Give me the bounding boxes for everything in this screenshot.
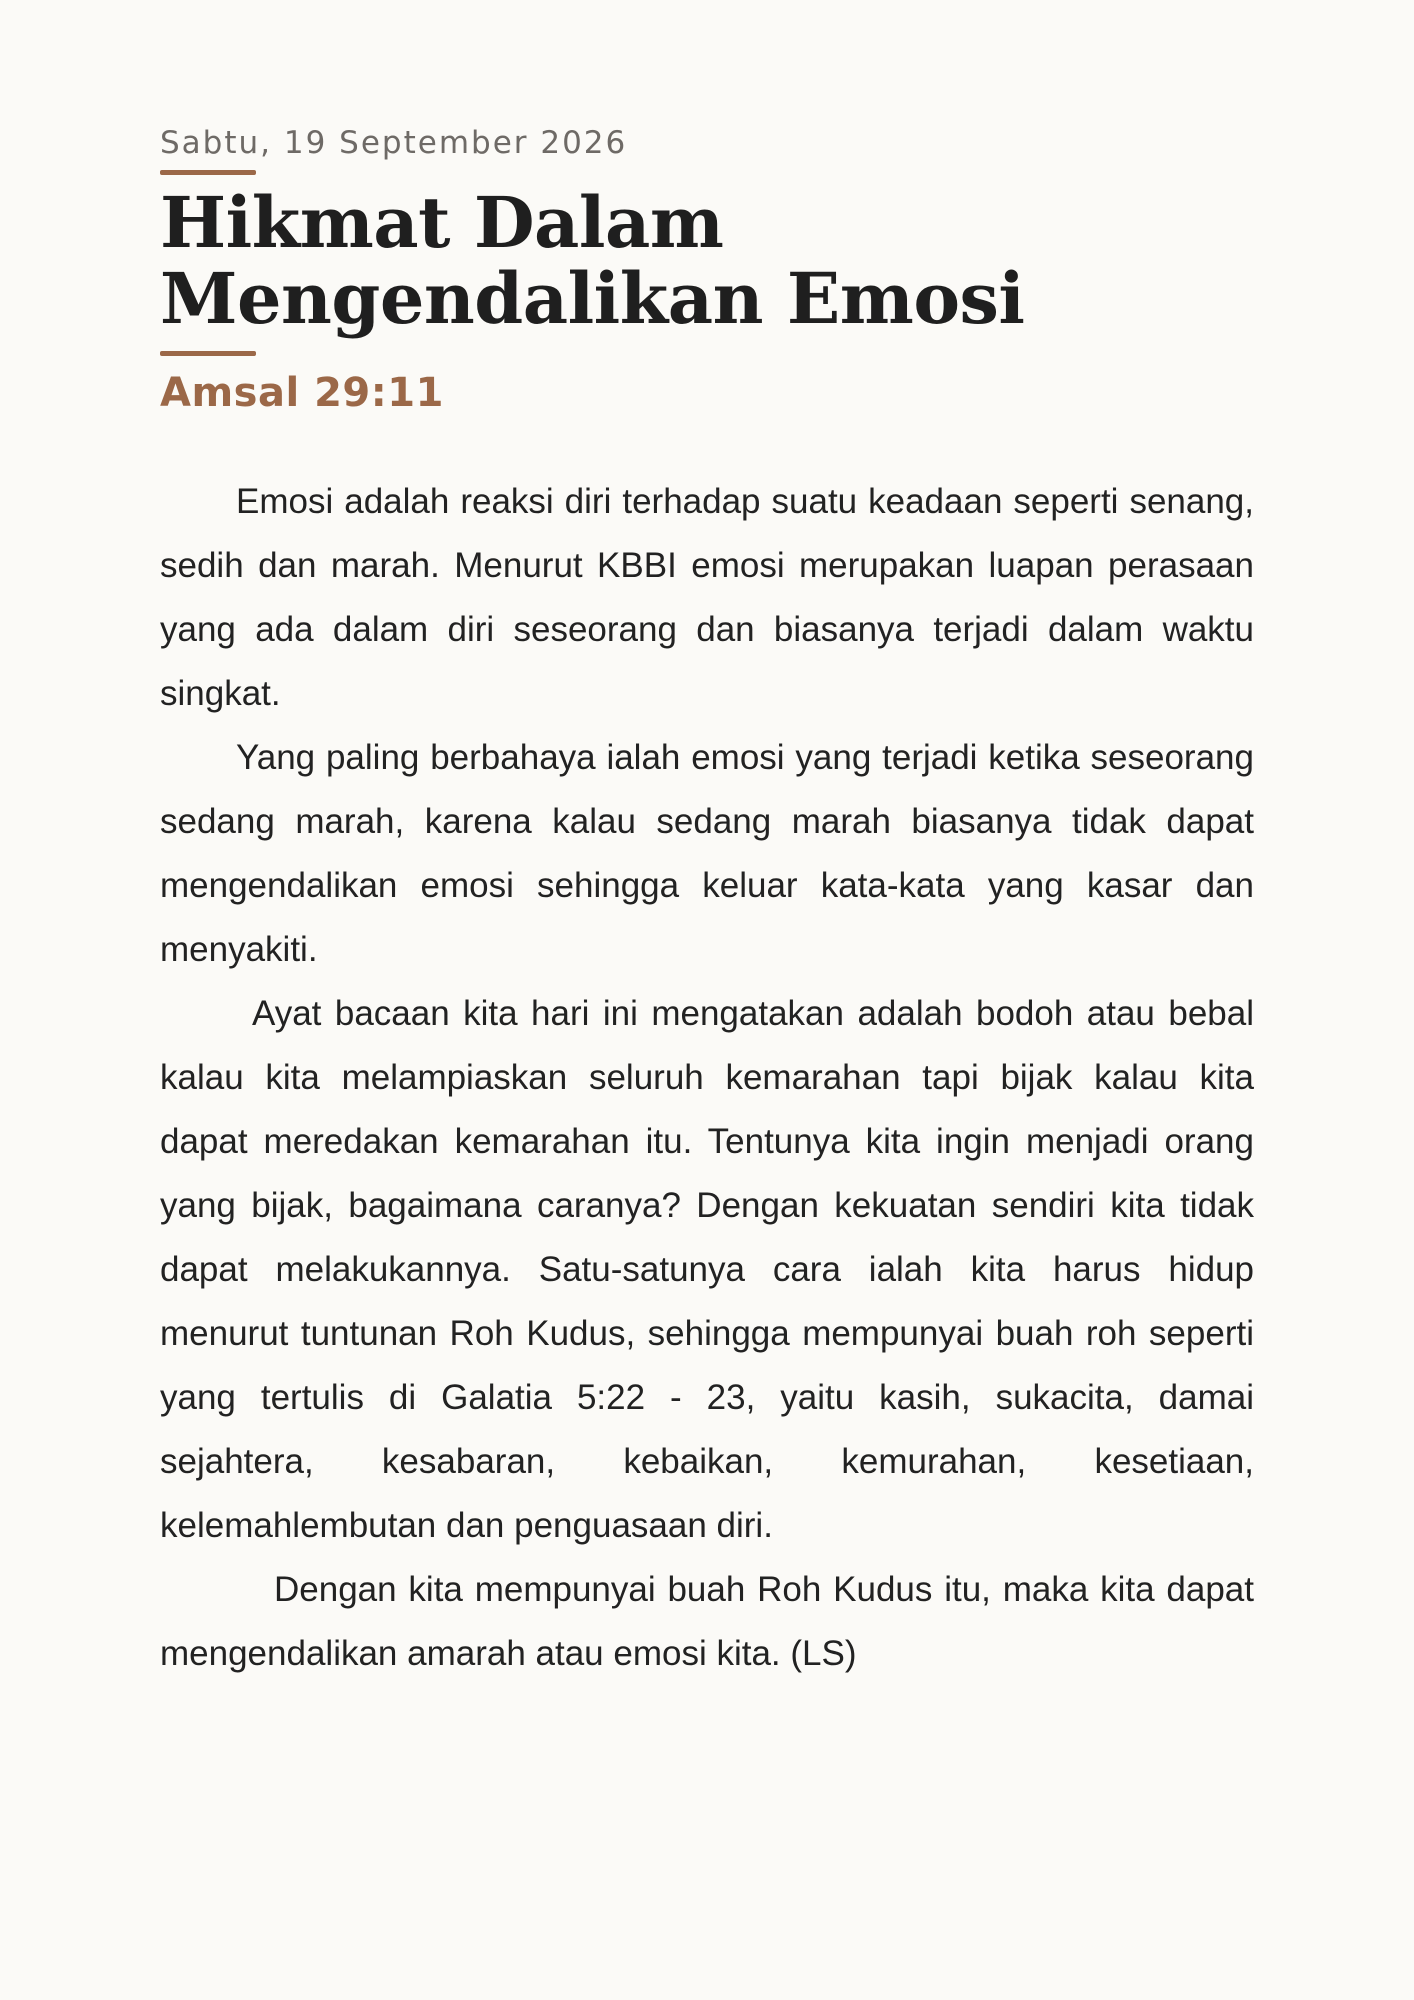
page-title: Hikmat Dalam Mengendalikan Emosi [160,181,1025,340]
devotional-page [160,120,1254,1686]
body-paragraph-3: Ayat bacaan kita hari ini mengatakan adalah bodoh atau bebal kalau kita melampiaskan seluruh kemarahan tapi bijak kalau kita dapat meredakan kemarahan itu. Tentunya kita ingin menjadi orang yang bijak, bagaimana caranya? Dengan kekuatan sendiri kita tidak dapat melakukannya. Satu-satunya cara ialah kita harus hidup menurut tuntunan Roh Kudus, sehingga mempunyai buah roh seperti yang tertulis di Galatia 5:22 - 23, yaitu kasih, sukacita, damai sejahtera, kesabaran, kebaikan, kemurahan, kesetiaan, kelemahlembutan dan penguasaan diri. [160,994,1254,1545]
body-paragraph-2: Yang paling berbahaya ialah emosi yang terjadi ketika seseorang sedang marah, karena kalau sedang marah biasanya tidak dapat mengendalikan emosi sehingga keluar kata-kata yang kasar dan menyakiti. [160,738,1254,969]
date-label: Sabtu, 19 September 2026 [160,125,628,161]
body-paragraph-4: Dengan kita mempunyai buah Roh Kudus itu, maka kita dapat mengendalikan amarah atau emosi kita. (LS) [160,1570,1254,1673]
devotional-body [160,470,1254,1686]
scripture-reference: Amsal 29:11 [160,370,444,416]
bottom-accent-rule [160,351,256,356]
body-paragraph-1: Emosi adalah reaksi diri terhadap suatu keadaan seperti senang, sedih dan marah. Menurut KBBI emosi merupakan luapan perasaan yang ada dalam diri seseorang dan biasanya terjadi dalam waktu singkat. [160,482,1254,713]
top-accent-rule [160,170,256,175]
